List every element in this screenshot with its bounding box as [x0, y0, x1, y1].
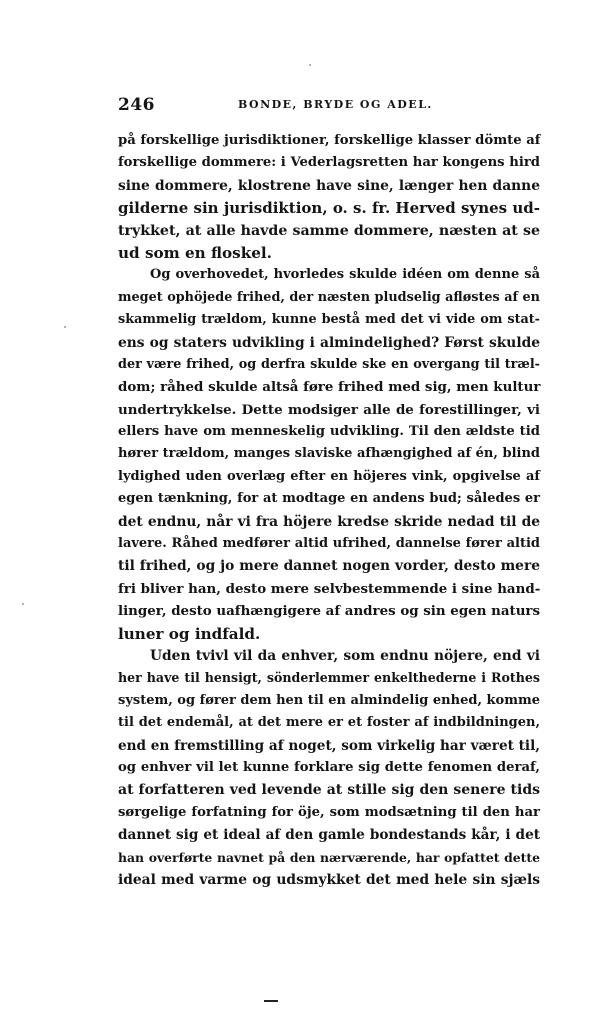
text-line: gilderne sin jurisdiktion, o. s. fr. Herved synes ud- [118, 199, 540, 218]
text-line: system, og fører dem hen til en almindelig enhed, komme [118, 692, 540, 708]
text-line: end en fremstilling af noget, som virkelig har været til, [118, 737, 540, 754]
text-line: ens og staters udvikling i almindelighed? Først skulde [118, 334, 540, 351]
text-line: fri bliver han, desto mere selvbestemmende i sine hand- [118, 580, 541, 597]
text-line: til det endemål, at det mere er et foster af indbildningen, [118, 715, 540, 731]
text-line: lydighed uden overlæg efter en höjeres vink, opgivelse af [118, 468, 540, 484]
text-line: linger, desto uafhængigere af andres og sin egen naturs [118, 603, 541, 620]
text-line: og enhver vil let kunne forklare sig dette fenomen deraf, [118, 759, 540, 775]
page-header [118, 95, 540, 115]
text-line: luner og indfald. [118, 624, 261, 643]
text-line: sine dommere, klostrene have sine, længer hen danne [118, 177, 540, 194]
paragraph-start-line: Og overhovedet, hvorledes skulde idéen om denne så [150, 267, 540, 283]
text-line: ellers have om menneskelig udvikling. Til den ældste tid [118, 424, 540, 440]
text-line: der være frihed, og derfra skulde ske en overgang til træl- [118, 356, 540, 372]
text-line: skammelig trældom, kunne bestå med det vi vide om stat- [118, 312, 540, 328]
text-line: ideal med varme og udsmykket det med hele sin sjæls [118, 871, 540, 888]
text-line: han overførte navnet på den nærværende, har opfattet dette [118, 849, 540, 865]
text-line: sørgelige forfatning for öje, som modsætning til den har [118, 804, 540, 820]
text-line: ud som en floskel. [118, 243, 272, 262]
page-number: 246 [118, 95, 155, 115]
text-line: trykket, at alle havde samme dommere, næsten at se [118, 222, 540, 239]
text-line: lavere. Råhed medfører altid ufrihed, dannelse fører altid [118, 536, 540, 552]
text-line: her have til hensigt, sönderlemmer enkelthederne i Rothes [118, 670, 540, 686]
text-line: det endnu, når vi fra höjere kredse skride nedad til de [118, 513, 540, 530]
paper-speck [22, 603, 24, 605]
text-line: egen tænkning, for at modtage en andens bud; således er [118, 491, 540, 507]
text-line: forskellige dommere: i Vederlagsretten har kongens hird [118, 155, 540, 171]
text-line: undertrykkelse. Dette modsiger alle de forestillinger, vi [118, 401, 540, 418]
text-line: meget ophöjede frihed, der næsten pludselig afløstes af en [118, 289, 540, 305]
body-text [118, 130, 540, 891]
text-line: at forfatteren ved levende at stille sig den senere tids [118, 782, 540, 799]
running-head: BONDE, BRYDE OG ADEL. [238, 98, 433, 111]
paragraph-start-line: Uden tvivl vil da enhver, som endnu nöjere, end vi [150, 647, 540, 664]
text-line: på forskellige jurisdiktioner, forskellige klasser dömte af [118, 133, 541, 148]
paper-speck [64, 326, 66, 328]
footer-mark [264, 1000, 278, 1002]
text-line: hører trældom, manges slaviske afhængighed af én, blind [118, 446, 540, 462]
text-line: til frihed, og jo mere dannet nogen vorder, desto mere [118, 558, 540, 575]
text-line: dom; råhed skulde altså føre frihed med sig, men kultur [118, 379, 541, 396]
text-line: dannet sig et ideal af den gamle bondestands kår, i det [118, 827, 540, 844]
paper-speck [309, 64, 311, 66]
